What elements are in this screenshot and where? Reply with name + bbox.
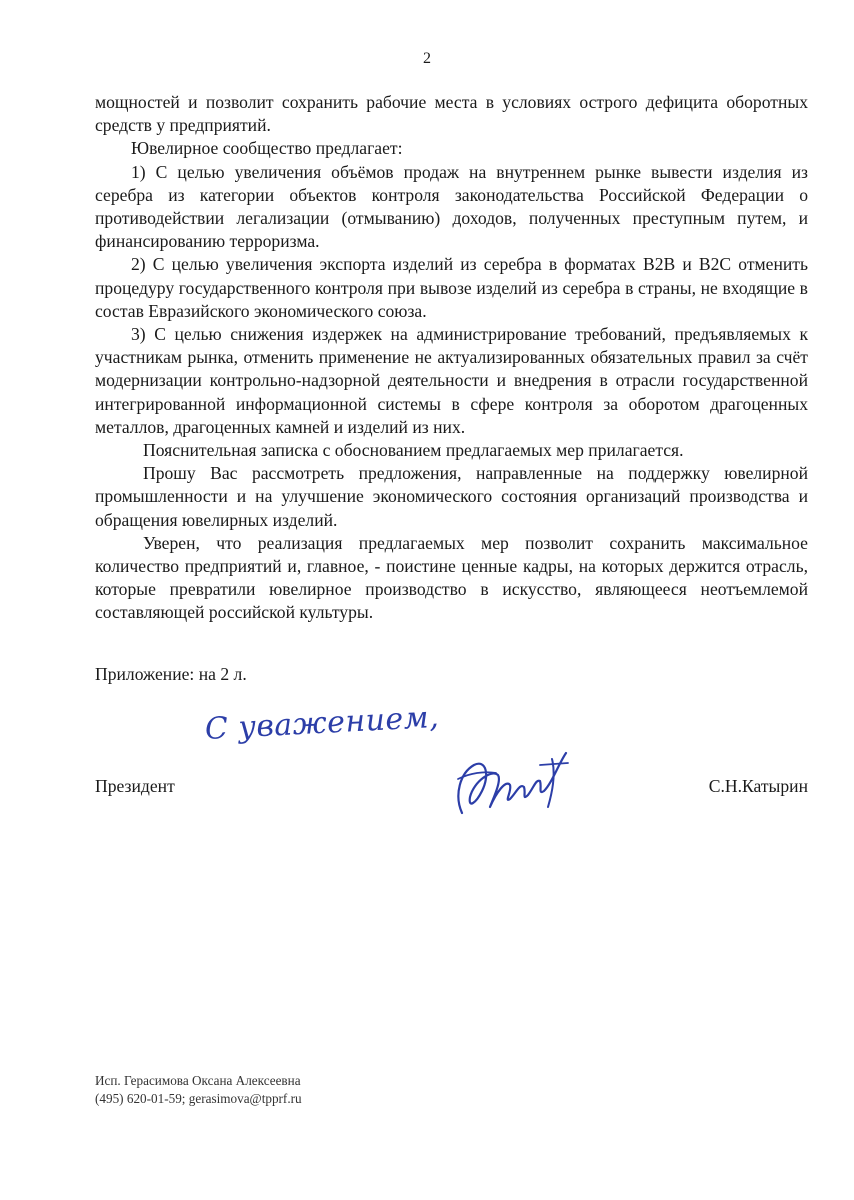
paragraph-proposal-2: 2) С целью увеличения экспорта изделий из серебра в форматах B2B и B2C отменить процедуру государственного контроля при вывозе изделий из серебра в страны, не входящие в состав Евразийского экономического союза. xyxy=(95,254,808,321)
paragraph-proposals-intro: Ювелирное сообщество предлагает: xyxy=(131,138,403,159)
paragraph-request: Прошу Вас рассмотреть предложения, направленные на поддержку ювелирной промышленности и на улучшение экономического состояния организаций производства и обращения ювелирных изделий. xyxy=(95,463,808,530)
paragraph-proposal-1: 1) С целью увеличения объёмов продаж на внутреннем рынке вывести изделия из серебра из категории объектов контроля законодательства Российской Федерации о противодействии легализации (отмыванию) доходов, полученных преступным путем, и финансированию терроризма. xyxy=(95,161,808,252)
page-number: 2 xyxy=(423,50,431,67)
signature xyxy=(440,735,580,830)
paragraph-continuation: мощностей и позволит сохранить рабочие места в условиях острого дефицита оборотных средств у предприятий. xyxy=(95,92,808,136)
paragraph-explanatory-note: Пояснительная записка с обоснованием предлагаемых мер прилагается. xyxy=(143,440,684,461)
attachment-note: Приложение: на 2 л. xyxy=(95,664,247,684)
executor-contacts: (495) 620-01-59; gerasimova@tpprf.ru xyxy=(95,1090,302,1106)
executor-info xyxy=(95,1072,302,1107)
paragraph-conclusion: Уверен, что реализация предлагаемых мер позволит сохранить максимальное количество предприятий и, главное, - поистине ценные кадры, на которых держится отрасль, которые превратили ювелирное производство в искусство, являющееся неотъемлемой составляющей российской культуры. xyxy=(95,532,808,623)
handwritten-closing: С уважением, xyxy=(204,699,440,747)
paragraph-proposal-3: 3) С целью снижения издержек на администрирование требований, предъявляемых к участникам рынка, отменить применение не актуализированных обязательных правил за счёт модернизации контрольно-надзорной деятельности и внедрения в отрасли государственной интегрированной информационной системы в сфере контроля за оборотом драгоценных металлов, драгоценных камней и изделий из них. xyxy=(95,324,808,437)
signer-position: Президент xyxy=(95,776,175,796)
executor-name: Исп. Герасимова Оксана Алексеевна xyxy=(95,1073,301,1088)
signer-name: С.Н.Катырин xyxy=(708,776,808,796)
letter-body xyxy=(95,91,808,625)
